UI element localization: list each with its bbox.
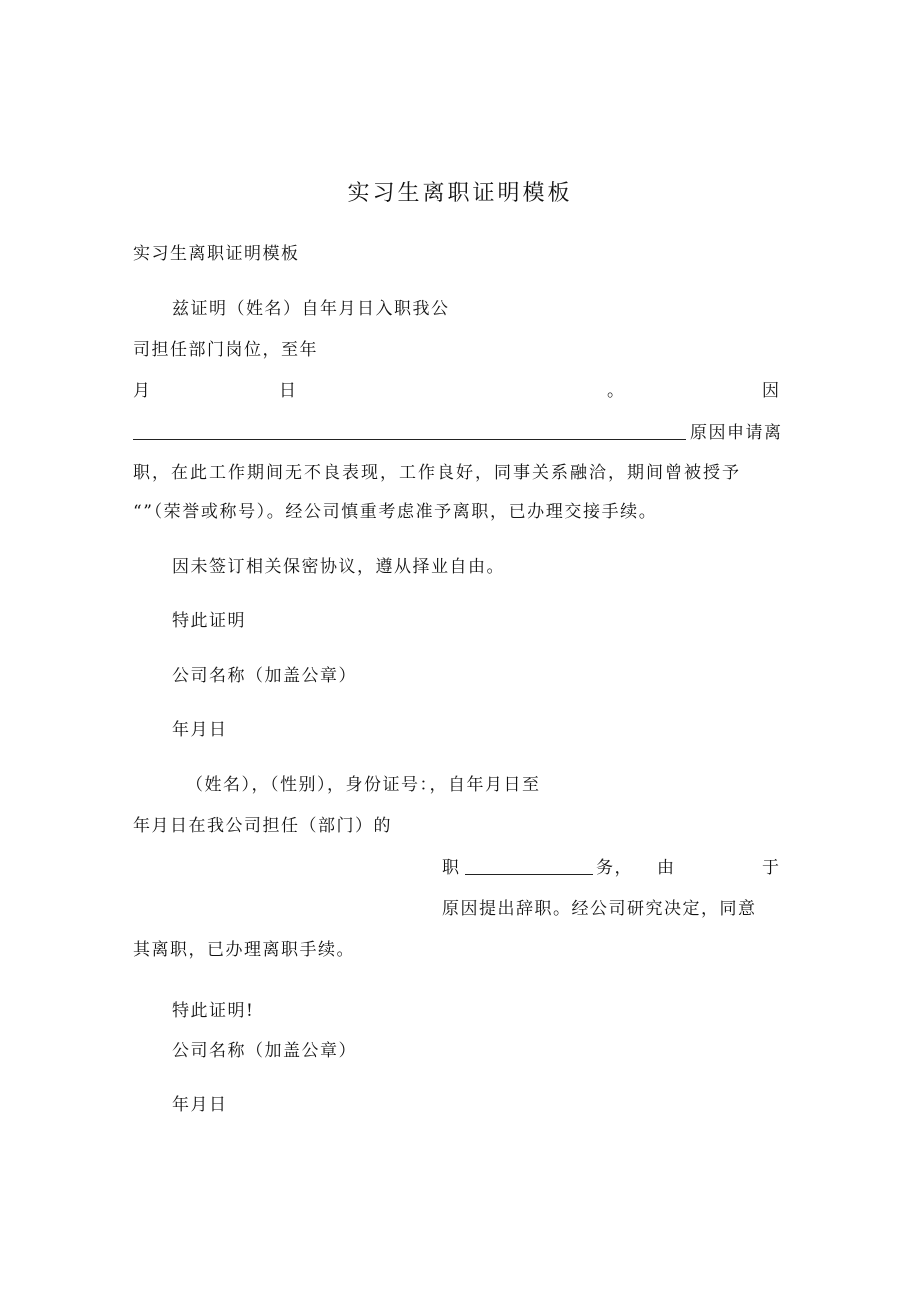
t2-position-blank bbox=[465, 874, 593, 875]
t2-line5: 其离职，已办理离职手续。 bbox=[133, 940, 355, 960]
t1-date: 年月日 bbox=[172, 720, 228, 740]
t2-line4: 原因提出辞职。经公司研究决定，同意 bbox=[442, 899, 757, 919]
t1-line4-end: 原因申请离 bbox=[690, 423, 783, 443]
t1-certification: 特此证明 bbox=[172, 611, 246, 631]
t1-line3-because: 因 bbox=[762, 381, 781, 401]
t1-line5: 职，在此工作期间无不良表现，工作良好，同事关系融洽，期间曾被授予 bbox=[133, 463, 741, 483]
document-title: 实习生离职证明模板 bbox=[347, 181, 573, 206]
t1-line7: 因未签订相关保密协议，遵从择业自由。 bbox=[172, 557, 505, 577]
t1-line3-day: 日 bbox=[279, 381, 298, 401]
t1-line1: 兹证明（姓名）自年月日入职我公 bbox=[172, 299, 450, 319]
t2-line3-duty: 务， bbox=[596, 858, 633, 878]
t1-line3-month: 月 bbox=[133, 381, 152, 401]
t2-line3-to: 于 bbox=[762, 858, 781, 878]
t2-certification: 特此证明! bbox=[172, 1001, 255, 1021]
document-subtitle: 实习生离职证明模板 bbox=[133, 244, 300, 264]
t1-line2: 司担任部门岗位，至年 bbox=[133, 340, 318, 360]
t1-reason-blank bbox=[133, 439, 686, 440]
t2-line3-due: 由 bbox=[657, 858, 676, 878]
t1-line3-period: 。 bbox=[607, 381, 626, 401]
t1-company-seal: 公司名称（加盖公章） bbox=[172, 666, 357, 686]
t2-line2: 年月日在我公司担任（部门）的 bbox=[133, 816, 392, 836]
t2-date: 年月日 bbox=[172, 1095, 228, 1115]
t1-line6: “”（荣誉或称号）。经公司慎重考虑准予离职，已办理交接手续。 bbox=[133, 502, 658, 522]
t2-line1: （姓名），（性别），身份证号：，自年月日至 bbox=[186, 775, 541, 795]
t2-line3-job: 职 bbox=[442, 858, 461, 878]
t2-company-seal: 公司名称（加盖公章） bbox=[172, 1041, 357, 1061]
